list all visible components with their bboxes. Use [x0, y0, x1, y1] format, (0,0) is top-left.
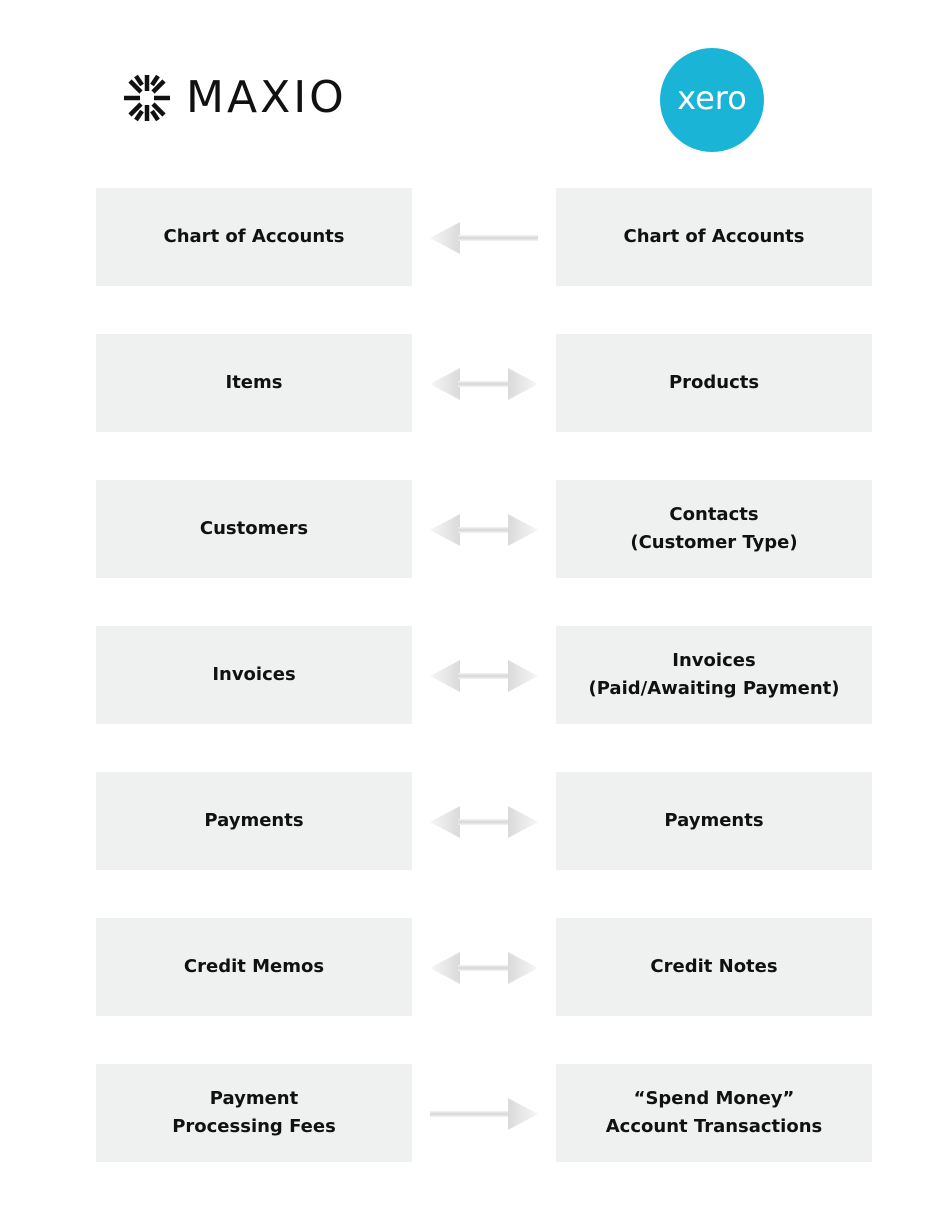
xero-entity-products: Products: [556, 334, 872, 432]
maxio-asterisk-icon: [122, 73, 172, 123]
bidirectional-arrow-icon: [428, 510, 540, 550]
maxio-entity-payment-processing-fees: Payment Processing Fees: [96, 1064, 412, 1162]
maxio-entity-chart-of-accounts: Chart of Accounts: [96, 188, 412, 286]
maxio-entity-customers: Customers: [96, 480, 412, 578]
maxio-entity-payments: Payments: [96, 772, 412, 870]
xero-entity-contacts: Contacts (Customer Type): [556, 480, 872, 578]
maxio-wordmark: MAXIO: [186, 72, 347, 123]
maxio-entity-items: Items: [96, 334, 412, 432]
bidirectional-arrow-icon: [428, 948, 540, 988]
right-arrow-icon: [428, 1094, 540, 1134]
xero-entity-spend-money-transactions: “Spend Money” Account Transactions: [556, 1064, 872, 1162]
bidirectional-arrow-icon: [428, 656, 540, 696]
xero-entity-chart-of-accounts: Chart of Accounts: [556, 188, 872, 286]
maxio-entity-credit-memos: Credit Memos: [96, 918, 412, 1016]
bidirectional-arrow-icon: [428, 364, 540, 404]
bidirectional-arrow-icon: [428, 802, 540, 842]
xero-entity-payments: Payments: [556, 772, 872, 870]
xero-wordmark: xero: [677, 79, 747, 117]
left-arrow-icon: [428, 218, 540, 258]
maxio-logo: [122, 72, 347, 124]
xero-logo: [660, 48, 764, 152]
xero-entity-credit-notes: Credit Notes: [556, 918, 872, 1016]
maxio-entity-invoices: Invoices: [96, 626, 412, 724]
xero-entity-invoices: Invoices (Paid/Awaiting Payment): [556, 626, 872, 724]
